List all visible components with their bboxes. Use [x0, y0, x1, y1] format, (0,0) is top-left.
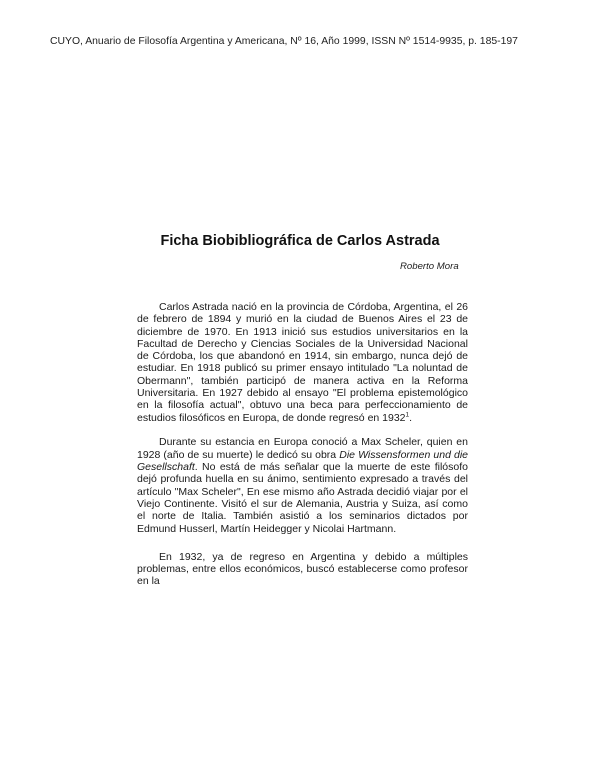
paragraph-3-text: En 1932, ya de regreso en Argentina y debido a múltiples problemas, entre ellos económicos, buscó establecerse como profesor en la — [137, 550, 468, 588]
journal-citation-header: CUYO, Anuario de Filosofía Argentina y Americana, Nº 16, Año 1999, ISSN Nº 1514-9935, p. 185-197 — [50, 36, 518, 47]
work-title-italic: Die Wissensformen und die Gesellschaft — [137, 448, 469, 474]
article-title: Ficha Biobibliográfica de Carlos Astrada — [160, 233, 440, 249]
paragraph-1-end: . — [409, 411, 413, 424]
paragraph-1 — [137, 301, 468, 424]
paragraph-2-end: . No está de más señalar que la muerte de este filósofo dejó profunda huella en su ánimo, sentimiento expresado a través del artículo "Max Scheler", En ese mismo año Astrada decidió viajar por el Viejo Continente. Visitó el sur de Alemania, Austria y Suiza, así como el norte de Italia. También asistió a los seminarios dictados por Edmund Husserl, Martín Heidegger y Nicolai Hartmann. — [137, 461, 468, 535]
paragraph-2-start: Durante su estancia en Europa conoció a Max Scheler, quien en 1928 (año de su muerte) le dedicó su obra — [137, 436, 468, 461]
article-body — [137, 301, 468, 588]
paragraph-1-text: Carlos Astrada nació en la provincia de Córdoba, Argentina, el 26 de febrero de 1894 y murió en la ciudad de Buenos Aires el 23 de diciembre de 1970. En 1913 inició sus estudios universitarios en la Facultad de Derecho y Ciencias Sociales de la Universidad Nacional de Córdoba, los que abandonó en 1914, sin embargo, nunca dejó de estudiar. En 1918 publicó su primer ensayo intitulado "La noluntad de Obermann", también participó de manera activa en la Reforma Universitaria. En 1927 debido al ensayo "El problema epistemológico en la filosofía actual", obtuvo una beca para perfeccionamiento de estudios filosóficos en Europa, de donde regresó en 1932 — [137, 301, 468, 424]
paragraph-2 — [137, 436, 468, 534]
footnote-marker[interactable]: 1 — [405, 411, 410, 419]
paragraph-3 — [137, 551, 468, 588]
article-author: Roberto Mora — [400, 261, 459, 272]
